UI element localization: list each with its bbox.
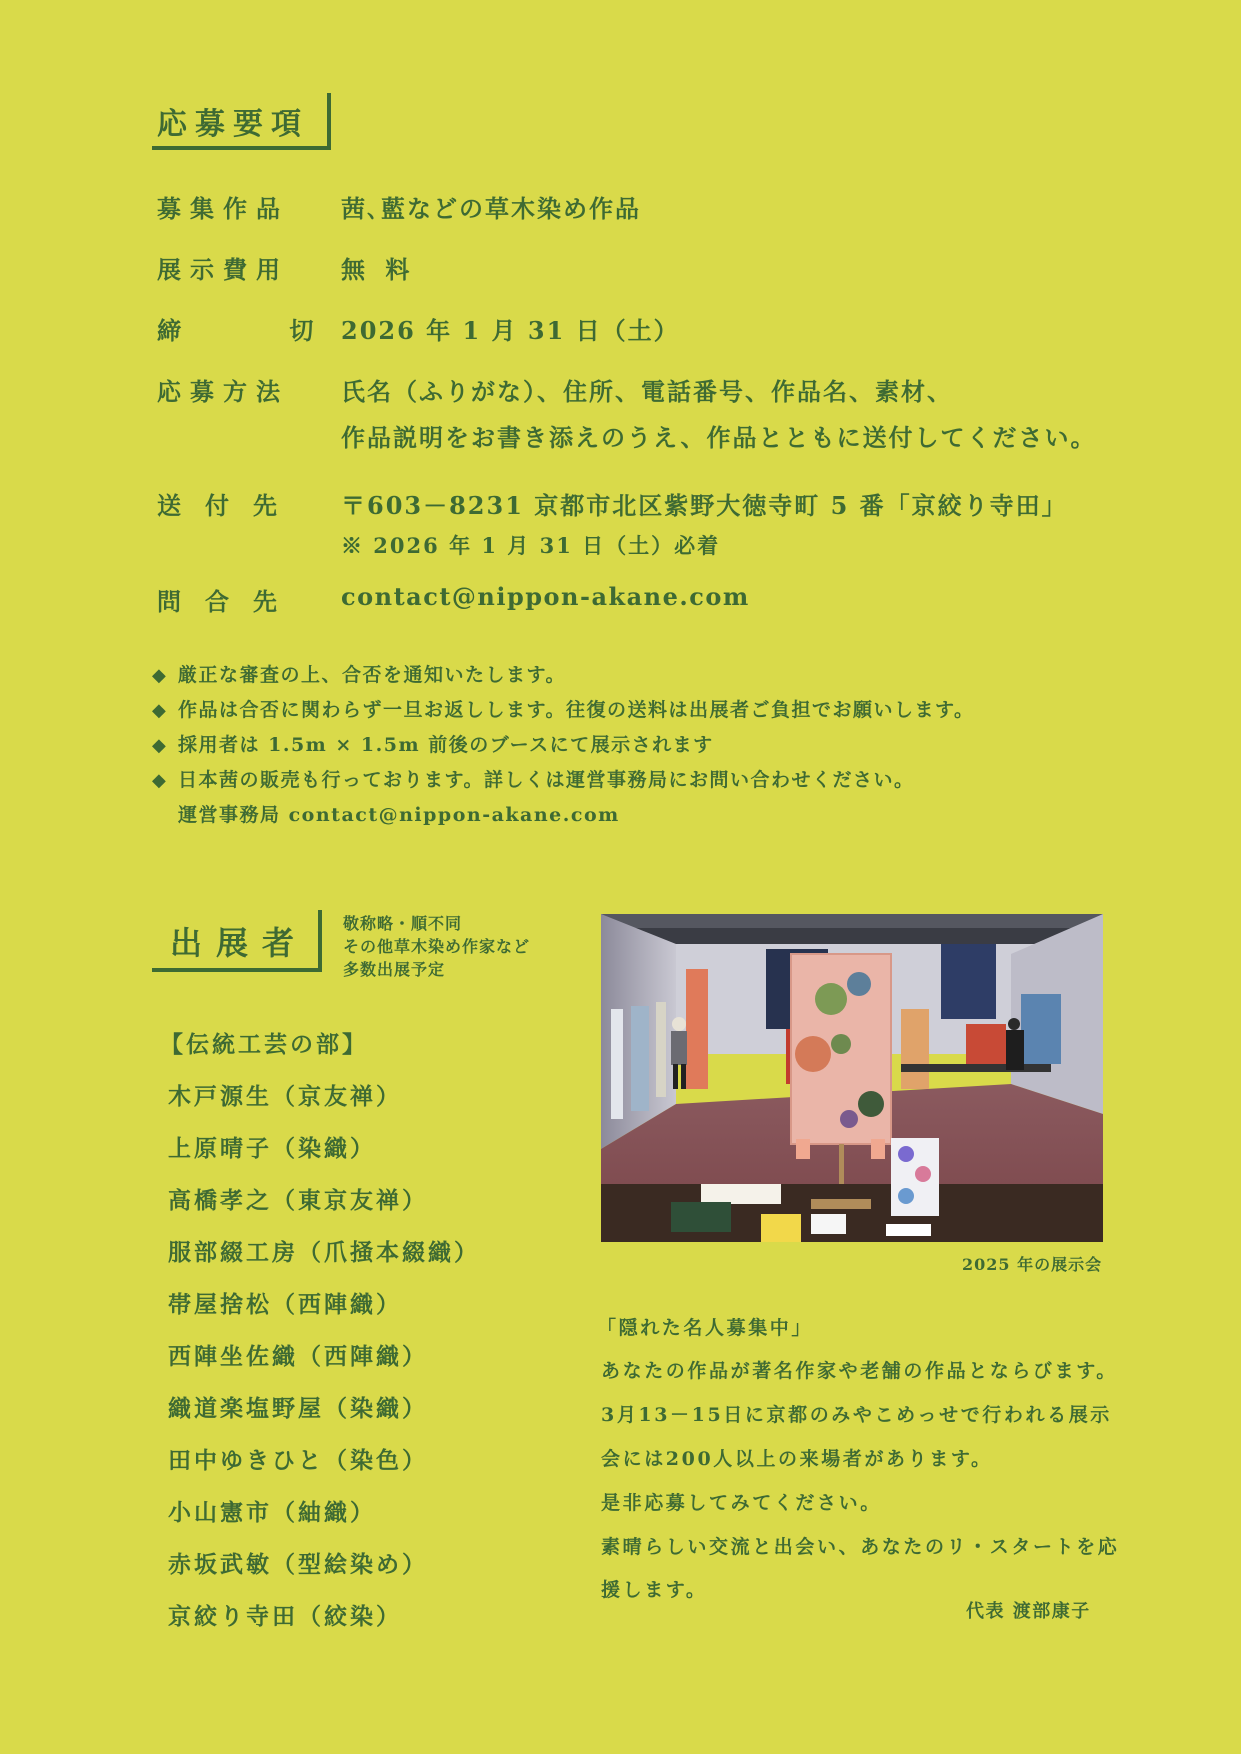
row-label-work: 募集作品 — [157, 194, 289, 223]
exhibitor-item: 西陣坐佐織（西陣織） — [168, 1343, 428, 1370]
exhibitor-item: 服部綴工房（爪掻本綴織） — [168, 1239, 480, 1266]
exhibition-hall-illustration — [601, 914, 1103, 1242]
row-value-fee: 無 料 — [341, 255, 416, 284]
note-text: 厳正な審査の上、合否を通知いたします。 — [178, 664, 566, 686]
exhibitor-item: 赤坂武敏（型絵染め） — [168, 1551, 428, 1578]
row-label-contact: 問合先 — [157, 587, 301, 616]
exhibitor-item: 小山憲市（紬織） — [168, 1499, 376, 1526]
row-value-method: 氏名（ふりがな）、住所、電話番号、作品名、素材、 — [341, 377, 953, 406]
note-text: 採用者は 1.5m × 1.5m 前後のブースにて展示されます — [178, 734, 714, 756]
message-line: 是非応募してみてください。 — [601, 1492, 882, 1514]
exhibitors-title: 出展者 — [152, 910, 322, 972]
message-line: あなたの作品が著名作家や老舗の作品とならびます。 — [601, 1360, 1118, 1382]
message-line: 「隠れた名人募集中」 — [597, 1317, 814, 1339]
note-text: 日本茜の販売も行っております。詳しくは運営事務局にお問い合わせください。 — [178, 769, 915, 791]
exhibitor-item: 高橋孝之（東京友禅） — [168, 1187, 428, 1214]
side-note-line: 多数出展予定 — [343, 960, 446, 979]
row-value-work: 茜､藍などの草木染め作品 — [341, 194, 641, 223]
row-value-contact: contact@nippon-akane.com — [341, 582, 750, 611]
message-line: 3月13－15日に京都のみやこめっせで行われる展示 — [601, 1404, 1112, 1426]
note-item — [152, 695, 974, 722]
row-label-address: 送付先 — [157, 491, 301, 520]
note-item — [152, 660, 566, 687]
exhibitor-item: 田中ゆきひと（染色） — [168, 1447, 428, 1474]
message-line: 会には200人以上の来場者があります。 — [601, 1448, 993, 1470]
message-line: 素晴らしい交流と出会い、あなたのリ・スタートを応 — [601, 1536, 1120, 1558]
diamond-bullet-icon: ◆ — [152, 735, 168, 756]
message-signature: 代表 渡部康子 — [966, 1601, 1091, 1622]
row-label-fee: 展示費用 — [157, 255, 289, 284]
exhibitor-item: 木戸源生（京友禅） — [168, 1083, 402, 1110]
exhibitor-item: 京絞り寺田（絞染） — [168, 1603, 402, 1630]
row-value-method-2: 作品説明をお書き添えのうえ、作品とともに送付してください。 — [341, 423, 1097, 452]
diamond-bullet-icon: ◆ — [152, 770, 168, 791]
note-text: 作品は合否に関わらず一旦お返しします。往復の送料は出展者ご負担でお願いします。 — [178, 699, 975, 721]
side-note-line: 敬称略・順不同 — [343, 914, 463, 933]
exhibitor-category: 【伝統工芸の部】 — [160, 1031, 368, 1058]
diamond-bullet-icon: ◆ — [152, 700, 168, 721]
row-value-deadline: 2026 年 1 月 31 日（土） — [341, 316, 680, 345]
row-label-deadline: 締 切 — [157, 316, 364, 345]
side-note-line: その他草木染め作家など — [343, 937, 531, 956]
exhibitors-side-note — [343, 912, 530, 981]
row-label-method: 応募方法 — [157, 377, 289, 406]
office-contact: 運営事務局 contact@nippon-akane.com — [178, 804, 620, 826]
message-line: 援します。 — [601, 1579, 708, 1601]
diamond-bullet-icon: ◆ — [152, 665, 168, 686]
exhibitor-item: 帯屋捨松（西陣織） — [168, 1291, 402, 1318]
row-value-arrival: ※ 2026 年 1 月 31 日（土）必着 — [341, 533, 721, 558]
exhibition-photo — [601, 914, 1103, 1242]
guidelines-title: 応募要項 — [152, 93, 331, 150]
photo-caption: 2025 年の展示会 — [962, 1255, 1103, 1274]
note-item — [152, 765, 914, 792]
exhibitor-item: 上原晴子（染織） — [168, 1135, 376, 1162]
exhibitor-item: 織道楽塩野屋（染織） — [168, 1395, 428, 1422]
row-value-address: 〒603－8231 京都市北区紫野大徳寺町 5 番「京絞り寺田」 — [341, 491, 1068, 520]
note-item — [152, 730, 714, 757]
